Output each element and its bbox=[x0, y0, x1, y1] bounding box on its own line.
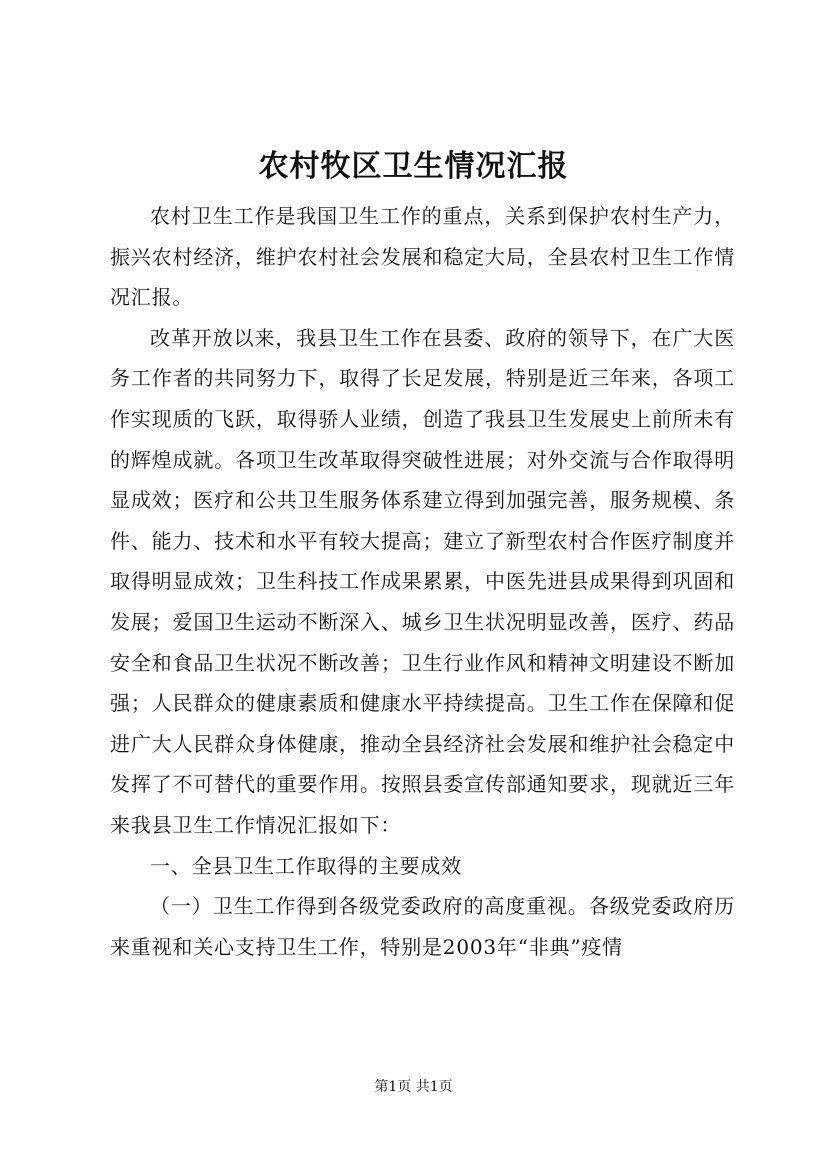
section-heading-main-results: 一、全县卫生工作取得的主要成效 bbox=[150, 853, 462, 878]
paragraph-achievements: 改革开放以来，我县卫生工作在县委、政府的领导下，在广大医务工作者的共同努力下，取得了长足发展，特别是近三年来，各项工作实现质的飞跃，取得骄人业绩，创造了我县卫生发展史上前所未有的辉煌成就。各项卫生改革取得突破性进展；对外交流与合作取得明显成效；医疗和公共卫生服务体系建立得到加强完善，服务规模、条件、能力、技术和水平有较大提高；建立了新型农村合作医疗制度并取得明显成效；卫生科技工作成果累累，中医先进县成果得到巩固和发展；爱国卫生运动不断深入、城乡卫生状况明显改善，医疗、药品安全和食品卫生状况不断改善；卫生行业作风和精神文明建设不断加强；人民群众的健康素质和健康水平持续提高。卫生工作在保障和促进广大人民群众身体健康，推动全县经济社会发展和维护社会稳定中发挥了不可替代的重要作用。按照县委宣传部通知要求，现就近三年来我县卫生工作情况汇报如下： bbox=[110, 325, 735, 837]
document-body bbox=[110, 196, 735, 967]
paragraph-subsection-one: （一）卫生工作得到各级党委政府的高度重视。各级党委政府历来重视和关心支持卫生工作，特别是2003年“非典”疫情 bbox=[110, 894, 735, 959]
paragraph-intro: 农村卫生工作是我国卫生工作的重点，关系到保护农村生产力，振兴农村经济，维护农村社会发展和稳定大局，全县农村卫生工作情况汇报。 bbox=[110, 204, 735, 310]
document-title: 农村牧区卫生情况汇报 bbox=[258, 149, 569, 184]
page-footer: 第1页 共1页 bbox=[374, 1079, 453, 1095]
